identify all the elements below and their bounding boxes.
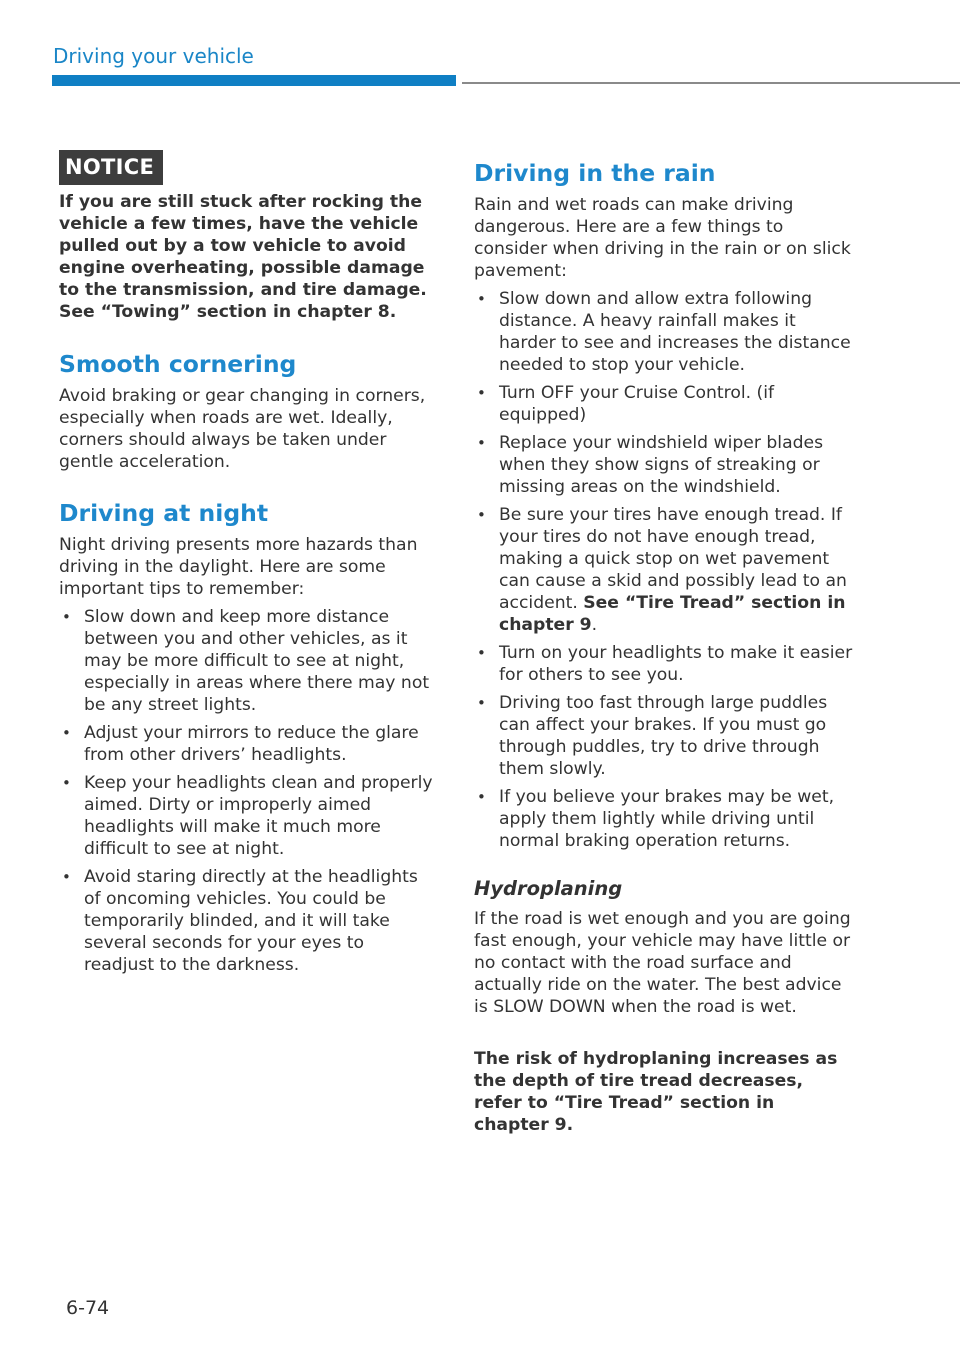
tread-end: . xyxy=(591,615,598,635)
list-item: • If you believe your brakes may be wet, apply them lightly while driving until normal braking operation returns. xyxy=(474,786,854,852)
right-column xyxy=(474,150,854,1136)
list-item-tire-tread xyxy=(474,504,854,636)
list-item: • Avoid staring directly at the headlights of oncoming vehicles. You could be temporarily blinded, and it will take several seconds for your eyes to readjust to the darkness. xyxy=(59,866,437,976)
list-item: • Turn on your headlights to make it easier for others to see you. xyxy=(474,642,854,686)
list-item: • Keep your headlights clean and properly aimed. Dirty or improperly aimed headlights will make it much more difficult to see at night. xyxy=(59,772,437,860)
heading-driving-in-rain: Driving in the rain xyxy=(474,159,716,187)
hydroplaning-text: If the road is wet enough and you are going fast enough, your vehicle may have little or no contact with the road surface and actually ride on the water. The best advice is SLOW DOWN when the road is wet. xyxy=(474,909,851,1017)
list-item: • Replace your windshield wiper blades when they show signs of streaking or missing areas on the windshield. xyxy=(474,432,854,498)
list-item: • Driving too fast through large puddles can affect your brakes. If you must go through puddles, try to drive through them slowly. xyxy=(474,692,854,780)
heading-smooth-cornering: Smooth cornering xyxy=(59,350,297,378)
header-accent-bar xyxy=(52,75,456,86)
notice-text: If you are still stuck after rocking the vehicle a few times, have the vehicle pulled out by a tow vehicle to avoid engine overheating, possible damage to the transmission, and tire damage. See “Towing” section in chapter 8. xyxy=(59,192,427,322)
smooth-cornering-text: Avoid braking or gear changing in corners, especially when roads are wet. Ideally, corners should always be taken under gentle acceleration. xyxy=(59,386,426,472)
left-column xyxy=(59,150,437,976)
notice-badge: NOTICE xyxy=(59,150,163,185)
heading-hydroplaning: Hydroplaning xyxy=(474,877,623,900)
hydroplaning-warning: The risk of hydroplaning increases as the depth of tire tread decreases, refer to “Tire Tread” section in chapter 9. xyxy=(474,1049,838,1135)
tread-reference: See “Tire Tread” section in chapter 9 xyxy=(499,593,846,635)
list-item: • Slow down and allow extra following distance. A heavy rainfall makes it harder to see and increases the distance needed to stop your vehicle. xyxy=(474,288,854,376)
tread-text: Be sure your tires have enough tread. If your tires do not have enough tread, making a quick stop on wet pavement can cause a skid and possibly lead to an accident. xyxy=(499,505,847,613)
rain-intro: Rain and wet roads can make driving dangerous. Here are a few things to consider when driving in the rain or on slick pavement: xyxy=(474,195,851,281)
night-intro: Night driving presents more hazards than driving in the daylight. Here are some important tips to remember: xyxy=(59,535,418,599)
night-tips-list xyxy=(59,606,437,976)
header-section-title: Driving your vehicle xyxy=(53,44,254,68)
header-rule xyxy=(462,82,960,84)
list-item: • Slow down and keep more distance between you and other vehicles, as it may be more difficult to see at night, especially in areas where there may not be any street lights. xyxy=(59,606,437,716)
list-item: • Adjust your mirrors to reduce the glare from other drivers’ headlights. xyxy=(59,722,437,766)
list-item: • Turn OFF your Cruise Control. (if equipped) xyxy=(474,382,854,426)
page-number: 6-74 xyxy=(66,1297,110,1319)
heading-driving-at-night: Driving at night xyxy=(59,499,269,527)
rain-tips-list xyxy=(474,288,854,852)
